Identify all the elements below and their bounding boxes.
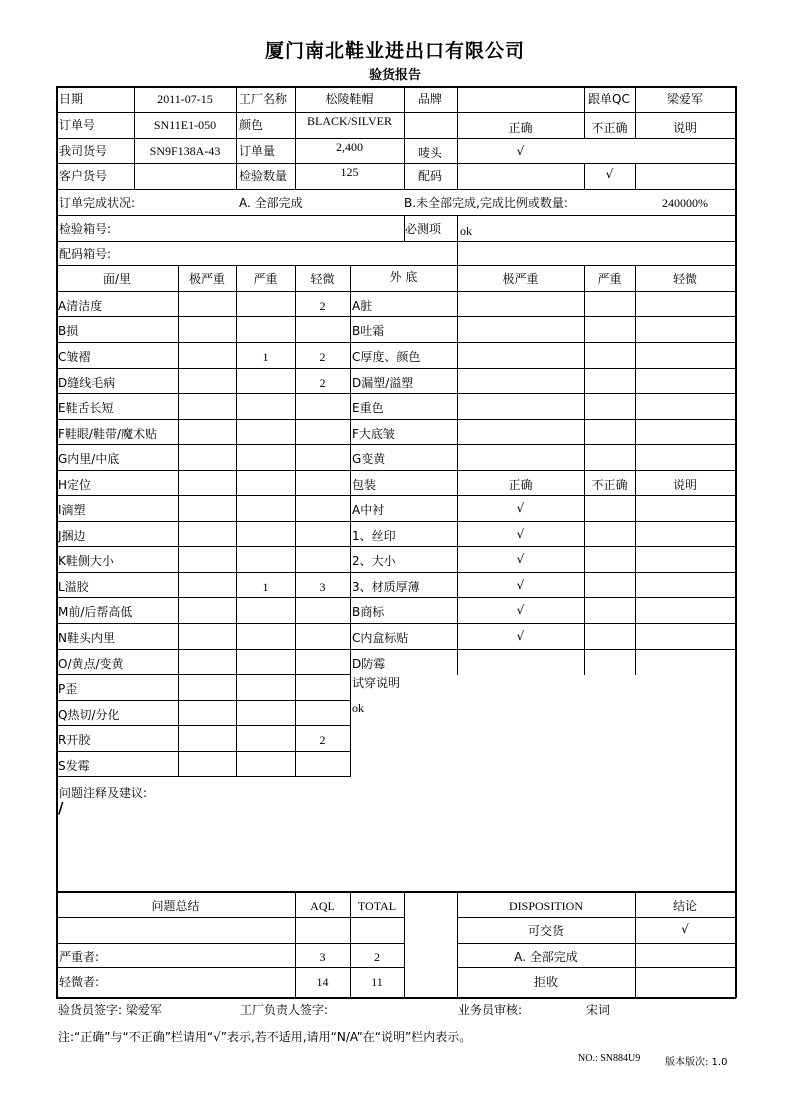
- upper-col-minor: 轻微: [310, 272, 335, 286]
- correct-label: 正确: [508, 121, 533, 135]
- upper-row-label: I滴塑: [58, 503, 86, 517]
- total-label: TOTAL: [357, 899, 397, 913]
- grid-line: [56, 597, 351, 598]
- order-no-label: 订单号: [59, 118, 96, 132]
- sole-col-major: 严重: [597, 272, 622, 286]
- grid-line: [350, 368, 736, 369]
- completion-label: 订单完成状况:: [59, 196, 136, 210]
- grid-line: [350, 649, 736, 650]
- upper-row-label: M前/后帮高低: [58, 605, 133, 619]
- grid-line: [350, 597, 736, 598]
- required-label: 必测项: [405, 222, 442, 236]
- grid-line: [56, 943, 405, 944]
- accept-label: 可交货: [527, 924, 564, 938]
- grid-line: [635, 265, 636, 675]
- packing-check: √: [516, 501, 525, 515]
- upper-row-label: L溢胶: [58, 580, 89, 594]
- grid-line: [56, 163, 736, 164]
- upper-row-label: D缝线毛病: [58, 376, 116, 390]
- major-label: 严重者:: [59, 950, 100, 964]
- grid-line: [56, 572, 351, 573]
- grid-line: [56, 521, 351, 522]
- version-number: 版本版次: 1.0: [665, 1057, 728, 1068]
- sole-row-label: F大底皱: [352, 427, 395, 441]
- ratio-label: 配码: [418, 169, 443, 183]
- grid-line: [56, 674, 351, 675]
- upper-minor-value: 2: [319, 733, 326, 747]
- grid-line: [56, 546, 351, 547]
- sole-row-label: E重色: [352, 401, 384, 415]
- grid-line: [350, 444, 736, 445]
- grid-line: [56, 776, 351, 777]
- grid-line: [457, 86, 458, 190]
- packing-row-label: A中衬: [352, 503, 385, 517]
- inspect-qty-label: 检验数量: [239, 169, 288, 183]
- grid-line: [404, 86, 405, 190]
- grid-line: [56, 917, 405, 918]
- grid-line: [56, 444, 351, 445]
- packing-check: √: [516, 578, 525, 592]
- grid-line: [457, 917, 736, 918]
- upper-row-label: P歪: [58, 682, 78, 696]
- upper-major-value: 1: [262, 350, 269, 364]
- disposition-label: DISPOSITION: [508, 899, 583, 913]
- ratio-box-label: 配码箱号:: [59, 247, 112, 261]
- grid-line: [56, 649, 351, 650]
- grid-line: [56, 891, 736, 893]
- grid-line: [56, 393, 351, 394]
- partial-label: A. 全部完成: [514, 950, 578, 964]
- upper-row-label: N鞋头内里: [58, 631, 115, 645]
- grid-line: [56, 725, 351, 726]
- grid-line: [350, 572, 736, 573]
- sole-row-label: C厚度、颜色: [352, 350, 421, 364]
- minor-label: 轻微者:: [59, 975, 100, 989]
- grid-line: [236, 265, 237, 777]
- inspect-box-label: 检验箱号:: [59, 222, 112, 236]
- report-title: 验货报告: [368, 68, 421, 83]
- company-title: 厦门南北鞋业进出口有限公司: [264, 40, 525, 62]
- grid-line: [56, 419, 351, 420]
- packing-row-label: 2、大小: [352, 554, 396, 568]
- packing-check: √: [516, 552, 525, 566]
- grid-line: [236, 86, 237, 190]
- inspect-qty-value: 125: [340, 165, 359, 179]
- factory-label: 工厂名称: [239, 92, 288, 106]
- grid-line: [56, 342, 351, 343]
- grid-line: [350, 470, 736, 471]
- upper-row-label: E鞋舌长短: [58, 401, 114, 415]
- packing-col-correct: 正确: [508, 478, 533, 492]
- inspector-signature: 验货员签字: 梁爱军: [58, 1003, 162, 1017]
- upper-major-value: 1: [262, 580, 269, 594]
- our-item-value: SN9F138A-43: [149, 144, 221, 158]
- grid-line: [404, 891, 405, 998]
- qc-value: 梁爱军: [666, 92, 703, 106]
- customer-item-label: 客户货号: [59, 169, 108, 183]
- grid-line: [350, 623, 736, 624]
- upper-minor-value: 3: [319, 580, 326, 594]
- trial-value: ok: [352, 701, 364, 715]
- notes-value: /: [58, 799, 64, 817]
- sales-name: 宋词: [586, 1003, 611, 1017]
- our-item-label: 我司货号: [59, 144, 108, 158]
- upper-col-critical: 极严重: [188, 272, 225, 286]
- packing-check: √: [516, 629, 525, 643]
- packing-row-label: B商标: [352, 605, 385, 619]
- grid-line: [457, 967, 736, 968]
- remark-label: 说明: [672, 121, 697, 135]
- grid-line: [584, 265, 585, 675]
- ratio-check: √: [605, 167, 614, 181]
- trial-label: 试穿说明: [352, 676, 401, 690]
- factory-signature: 工厂负责人签字:: [240, 1003, 329, 1017]
- packing-col-incorrect: 不正确: [591, 478, 628, 492]
- grid-line: [56, 215, 736, 216]
- date-value: 2011-07-15: [157, 92, 213, 106]
- grid-line: [56, 700, 351, 701]
- upper-row-label: G内里/中底: [58, 452, 120, 466]
- grid-line: [635, 163, 636, 190]
- major-total: 2: [374, 950, 380, 964]
- grid-line: [56, 86, 736, 88]
- reject-label: 拒收: [533, 975, 558, 989]
- grid-line: [350, 265, 351, 777]
- grid-line: [56, 997, 736, 999]
- brand-label: 品牌: [418, 92, 443, 106]
- grid-line: [56, 470, 351, 471]
- sole-header: 外 底: [389, 270, 418, 284]
- packing-row-label: 1、丝印: [352, 529, 396, 543]
- upper-row-label: Q热切/分化: [58, 708, 120, 722]
- grid-line: [350, 316, 736, 317]
- grid-line: [56, 265, 736, 266]
- summary-header: 问题总结: [151, 899, 200, 913]
- grid-line: [178, 265, 179, 777]
- minor-aql: 14: [316, 975, 329, 989]
- completion-ratio: 240000%: [662, 196, 708, 210]
- upper-row-label: A清洁度: [58, 299, 103, 313]
- packing-check: √: [516, 603, 525, 617]
- sole-row-label: D漏塑/溢塑: [352, 376, 414, 390]
- inspection-form: [56, 86, 736, 998]
- grid-line: [56, 967, 405, 968]
- minor-total: 11: [371, 975, 383, 989]
- sales-review: 业务员审核:: [458, 1003, 523, 1017]
- upper-row-label: H定位: [58, 478, 92, 492]
- color-value: BLACK/SILVER: [307, 114, 392, 128]
- completion-option-b: B.未全部完成,完成比例或数量:: [404, 196, 568, 210]
- grid-line: [56, 368, 351, 369]
- upper-header: 面/里: [102, 272, 132, 286]
- grid-line: [56, 291, 351, 292]
- upper-minor-value: 2: [319, 376, 326, 390]
- grid-line: [457, 943, 736, 944]
- grid-line: [350, 342, 736, 343]
- incorrect-label: 不正确: [591, 121, 628, 135]
- aql-label: AQL: [310, 899, 335, 913]
- grid-line: [350, 291, 736, 292]
- order-qty-value: 2,400: [336, 140, 363, 154]
- upper-row-label: F鞋眼/鞋带/魔术贴: [58, 427, 157, 441]
- grid-line: [350, 393, 736, 394]
- upper-col-major: 严重: [253, 272, 278, 286]
- upper-row-label: K鞋侧大小: [58, 554, 114, 568]
- grid-line: [457, 215, 458, 266]
- qc-label: 跟单QC: [588, 92, 630, 106]
- packing-header: 包装: [352, 478, 377, 492]
- grid-line: [350, 521, 736, 522]
- upper-row-label: R开胶: [58, 733, 91, 747]
- grid-line: [56, 316, 351, 317]
- upper-row-label: O/黄点/变黄: [58, 657, 124, 671]
- completion-option-a: A. 全部完成: [239, 196, 303, 210]
- grid-line: [56, 623, 351, 624]
- order-qty-label: 订单量: [239, 144, 276, 158]
- sole-row-label: B吐霜: [352, 324, 385, 338]
- upper-minor-value: 2: [319, 350, 326, 364]
- usage-note: 注:“正确”与“不正确”栏请用“√”表示,若不适用,请用“N/A”在“说明”栏内表示。: [58, 1030, 472, 1044]
- factory-value: 松陵鞋帽: [325, 92, 374, 106]
- grid-line: [295, 265, 296, 777]
- grid-line: [56, 189, 736, 190]
- packing-row-label: 3、材质厚薄: [352, 580, 420, 594]
- upper-row-label: C皱褶: [58, 350, 91, 364]
- grid-line: [735, 86, 737, 998]
- marks-check: √: [516, 144, 525, 158]
- date-label: 日期: [59, 92, 84, 106]
- grid-line: [56, 495, 351, 496]
- grid-line: [56, 241, 736, 242]
- grid-line: [350, 546, 736, 547]
- sole-col-critical: 极严重: [502, 272, 539, 286]
- grid-line: [56, 751, 351, 752]
- accept-check: √: [681, 922, 689, 936]
- grid-line: [350, 419, 736, 420]
- major-aql: 3: [319, 950, 326, 964]
- upper-row-label: J捆边: [58, 529, 86, 543]
- grid-line: [56, 138, 736, 139]
- upper-minor-value: 2: [319, 299, 326, 313]
- required-value: ok: [460, 224, 472, 238]
- notes-label: 问题注释及建议:: [59, 786, 148, 800]
- packing-col-remark: 说明: [672, 478, 697, 492]
- document-number: NO.: SN884U9: [578, 1053, 641, 1064]
- color-label: 颜色: [239, 118, 264, 132]
- grid-line: [56, 112, 736, 113]
- marks-label: 唛头: [418, 146, 443, 160]
- packing-row-label: D防霉: [352, 657, 386, 671]
- conclusion-label: 结论: [672, 899, 697, 913]
- upper-row-label: B损: [58, 324, 79, 338]
- sole-row-label: A脏: [352, 299, 373, 313]
- sole-row-label: G变黄: [352, 452, 386, 466]
- packing-check: √: [516, 527, 525, 541]
- order-no-value: SN11E1-050: [153, 118, 217, 132]
- packing-row-label: C内盒标贴: [352, 631, 409, 645]
- grid-line: [350, 495, 736, 496]
- sole-col-minor: 轻微: [672, 272, 697, 286]
- upper-row-label: S发霉: [58, 759, 90, 773]
